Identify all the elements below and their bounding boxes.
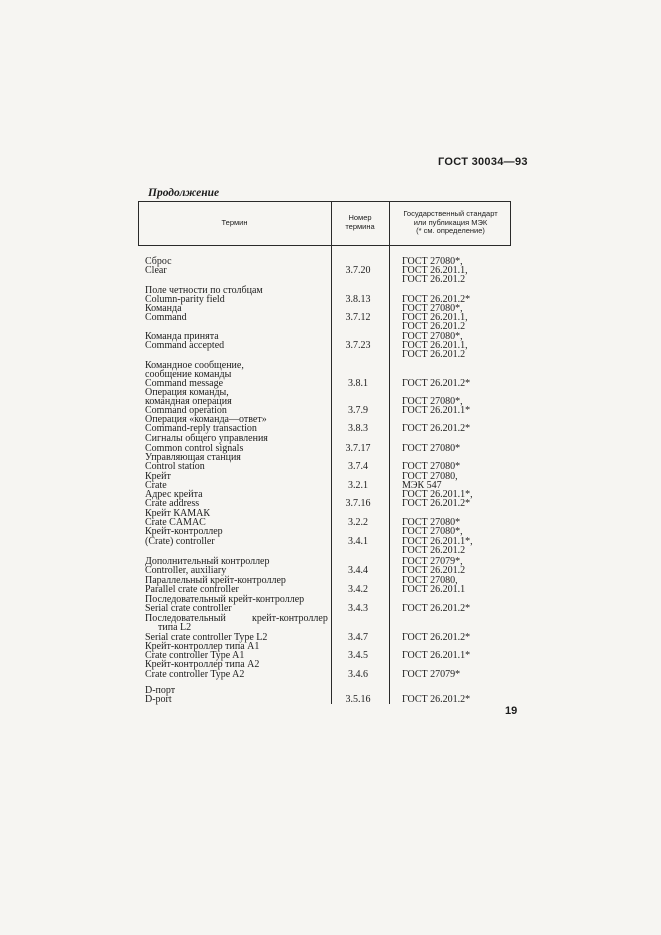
standard-reference: ГОСТ 26.201.1, — [402, 340, 468, 351]
term-line: Serial crate controller Type L2 — [145, 632, 268, 643]
term-line: Командное сообщение, — [145, 360, 244, 371]
term-line: Command operation — [145, 405, 227, 416]
standard-reference: ГОСТ 26.201.2* — [402, 378, 471, 389]
term-line: Parallel crate controller — [145, 584, 239, 595]
term-line: Крейт-контроллер типа A2 — [145, 659, 260, 670]
term-line: Сброс — [145, 256, 172, 267]
standard-reference: ГОСТ 27080, — [402, 575, 458, 586]
term-number: 3.7.23 — [345, 340, 371, 351]
standard-reference: ГОСТ 27080* — [402, 461, 461, 472]
term-line: Команда — [145, 303, 182, 314]
table-header-border — [138, 245, 511, 246]
term-line: Command-reply transaction — [145, 423, 257, 434]
standard-reference: ГОСТ 26.201.2 — [402, 349, 466, 360]
term-line: Операция «команда—ответ» — [145, 414, 267, 425]
standard-reference: ГОСТ 26.201.2* — [402, 603, 471, 614]
standard-reference: ГОСТ 26.201.2* — [402, 694, 471, 705]
term-number: 3.4.5 — [348, 650, 368, 661]
standard-reference: ГОСТ 26.201.1 — [402, 584, 466, 595]
standard-reference: ГОСТ 26.201.1* — [402, 650, 471, 661]
standard-reference: ГОСТ 26.201.2* — [402, 423, 471, 434]
term-number: 3.4.3 — [348, 603, 368, 614]
term-line: Crate controller Type A1 — [145, 650, 245, 661]
term-number: 3.8.1 — [348, 378, 368, 389]
standard-reference: ГОСТ 26.201.2 — [402, 274, 466, 285]
standard-reference: ГОСТ 27079* — [402, 669, 461, 680]
standard-reference: ГОСТ 27080*, — [402, 331, 463, 342]
standard-reference: ГОСТ 27080, — [402, 471, 458, 482]
term-number: 3.7.17 — [345, 443, 371, 454]
term-line: Последовательный — [145, 613, 226, 624]
standard-reference: ГОСТ 26.201.1*, — [402, 536, 473, 547]
standard-reference: ГОСТ 26.201.1, — [402, 265, 468, 276]
header-standard-line-1: Государственный стандарт — [403, 209, 498, 218]
term-line: командная операция — [145, 396, 232, 407]
term-line: Clear — [145, 265, 167, 276]
standard-reference: ГОСТ 27080*, — [402, 396, 463, 407]
standard-reference: ГОСТ 26.201.2* — [402, 294, 471, 305]
term-line: Адрес крейта — [145, 489, 203, 500]
header-number — [331, 214, 389, 231]
term-line: Column-parity field — [145, 294, 225, 305]
term-number: 3.7.9 — [348, 405, 368, 416]
term-number: 3.2.1 — [348, 480, 368, 491]
term-line: крейт-контроллер — [252, 613, 328, 624]
table-top-border — [138, 201, 511, 202]
term-line: Сигналы общего управления — [145, 433, 268, 444]
term-line: Управляющая станция — [145, 452, 241, 463]
term-line: Control station — [145, 461, 205, 472]
term-line: Crate controller Type A2 — [145, 669, 245, 680]
term-line: Крейт КАМАК — [145, 508, 211, 519]
term-number: 3.5.16 — [345, 694, 371, 705]
term-line: сообщение команды — [145, 369, 232, 380]
term-line: Crate address — [145, 498, 200, 509]
term-line: типа L2 — [158, 622, 192, 633]
column-divider-2 — [389, 201, 390, 704]
term-line: Крейт-контроллер — [145, 526, 223, 537]
standard-reference: ГОСТ 26.201.2* — [402, 632, 471, 643]
term-number: 3.7.4 — [348, 461, 368, 472]
term-line: Поле четности по столбцам — [145, 285, 263, 296]
standard-reference: ГОСТ 26.201.2 — [402, 565, 466, 576]
standard-reference: ГОСТ 27080* — [402, 517, 461, 528]
standard-reference: ГОСТ 26.201.1*, — [402, 489, 473, 500]
continuation-label: Продолжение — [148, 187, 220, 199]
header-standard-line-2: или публикация МЭК — [413, 217, 488, 227]
term-number: 3.2.2 — [348, 517, 368, 528]
term-line: Command message — [145, 378, 224, 389]
term-line: D-port — [145, 694, 172, 705]
standard-reference: ГОСТ 27080*, — [402, 303, 463, 314]
document-code: ГОСТ 30034—93 — [438, 156, 528, 168]
page-number: 19 — [505, 705, 518, 717]
standard-reference: ГОСТ 26.201.1, — [402, 312, 468, 323]
term-number: 3.4.6 — [348, 669, 368, 680]
term-line: Крейт-контроллер типа A1 — [145, 641, 260, 652]
standard-reference: ГОСТ 27079*, — [402, 556, 463, 567]
term-line: Команда принята — [145, 331, 219, 342]
term-number: 3.4.2 — [348, 584, 368, 595]
term-line: Crate CAMAC — [145, 517, 206, 528]
header-number-line-2: термина — [345, 221, 375, 231]
standard-reference: МЭК 547 — [402, 480, 442, 491]
standard-reference: ГОСТ 26.201.2* — [402, 498, 471, 509]
header-number-line-1: Номер — [348, 213, 372, 222]
term-line: Command — [145, 312, 187, 323]
term-line: Serial crate controller — [145, 603, 232, 614]
standard-reference: ГОСТ 26.201.1* — [402, 405, 471, 416]
header-standard-line-3: (* см. определение) — [416, 226, 485, 235]
term-line: Крейт — [145, 471, 171, 482]
term-number: 3.7.16 — [345, 498, 371, 509]
term-line: Controller, auxiliary — [145, 565, 227, 576]
term-number: 3.7.20 — [345, 265, 371, 276]
term-line: (Crate) controller — [145, 536, 215, 547]
term-line: Дополнительный контроллер — [145, 556, 270, 567]
standard-reference: ГОСТ 26.201.2 — [402, 545, 466, 556]
terms-table — [138, 201, 511, 704]
term-number: 3.4.4 — [348, 565, 368, 576]
term-number: 3.4.1 — [348, 536, 368, 547]
term-line: Последовательный крейт-контроллер — [145, 594, 305, 605]
standard-reference: ГОСТ 27080*, — [402, 256, 463, 267]
header-term: Термин — [221, 218, 248, 227]
term-number: 3.8.13 — [345, 294, 371, 305]
standard-reference: ГОСТ 26.201.2 — [402, 321, 466, 332]
term-line: Command accepted — [145, 340, 225, 351]
standard-reference: ГОСТ 27080* — [402, 443, 461, 454]
header-standard — [390, 210, 511, 236]
term-line: D-порт — [145, 685, 176, 696]
term-number: 3.7.12 — [345, 312, 371, 323]
term-line: Параллельный крейт-контроллер — [145, 575, 286, 586]
term-number: 3.8.3 — [348, 423, 368, 434]
term-line: Операция команды, — [145, 387, 229, 398]
standard-reference: ГОСТ 27080*, — [402, 526, 463, 537]
term-line: Common control signals — [145, 443, 244, 454]
term-line: Crate — [145, 480, 167, 491]
term-number: 3.4.7 — [348, 632, 368, 643]
